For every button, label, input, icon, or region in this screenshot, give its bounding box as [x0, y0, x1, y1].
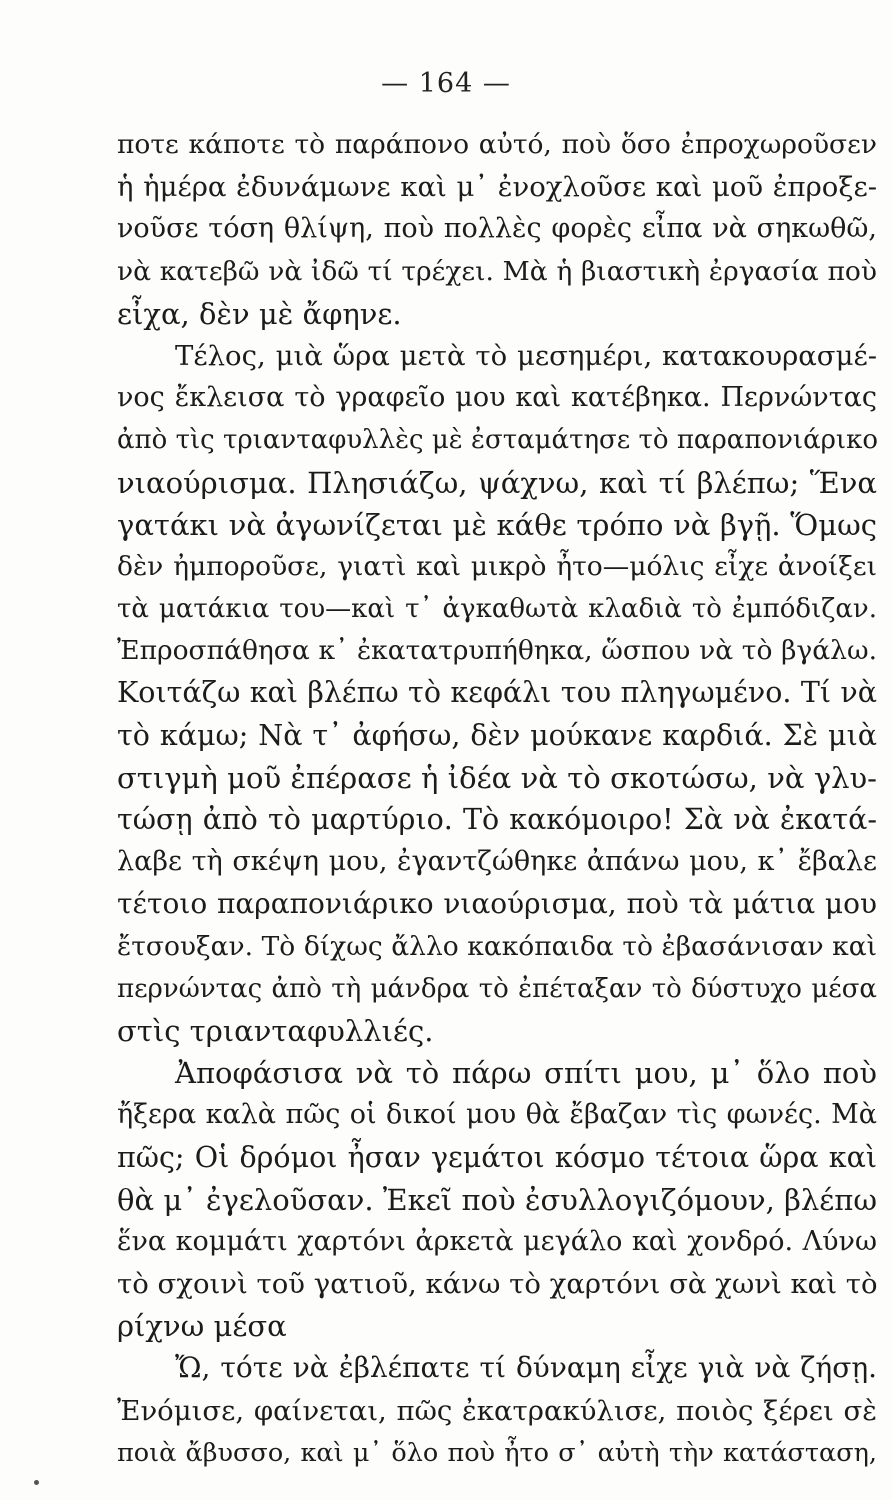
text-line: τώσῃ ἀπὸ τὸ μαρτύριο. Τὸ κακόμοιρο! Σὰ νὰ ἐκατά-	[117, 803, 877, 836]
text-line: τὰ ματάκια του—καὶ τ᾿ ἀγκαθωτὰ κλαδιὰ τὸ ἐμπόδιζαν.	[117, 594, 877, 625]
text-line: ποτε κάποτε τὸ παράπονο αὐτό, ποὺ ὅσο ἐπροχωροῦσεν	[117, 129, 877, 160]
text-line: στὶς τριανταφυλλιές.	[117, 1013, 434, 1048]
text-line: λαβε τὴ σκέψη μου, ἐγαντζώθηκε ἀπάνω μου, κ᾿ ἔβαλε	[117, 846, 877, 878]
text-line: ρίχνω μέσα	[117, 1309, 287, 1344]
paragraph-start-line: Ἀποφάσισα νὰ τὸ πάρω σπίτι μου, μ᾿ ὅλο ποὺ	[175, 1056, 877, 1091]
text-line: τὸ σχοινὶ τοῦ γατιοῦ, κάνω τὸ χαρτόνι σὰ χωνὶ καὶ τὸ	[117, 1268, 878, 1301]
text-line: ἀπὸ τὶς τριανταφυλλὲς μὲ ἐσταμάτησε τὸ παραπονιάρικο	[117, 425, 879, 456]
text-line: ἡ ἡμέρα ἐδυνάμωνε καὶ μ᾿ ἐνοχλοῦσε καὶ μοῦ ἐπροξε-	[117, 171, 877, 204]
text-line: τὸ κάμω; Νὰ τ᾿ ἀφήσω, δὲν μούκανε καρδιά. Σὲ μιὰ	[117, 718, 877, 752]
text-line: νὰ κατεβῶ νὰ ἰδῶ τί τρέχει. Μὰ ἡ βιαστικὴ ἐργασία ποὺ	[117, 255, 877, 287]
text-line: τέτοιο παραπονιάρικο νιαούρισμα, ποὺ τὰ μάτια μου	[117, 887, 877, 921]
text-line: στιγμὴ μοῦ ἐπέρασε ἡ ἰδέα νὰ τὸ σκοτώσω, νὰ γλυ-	[117, 760, 877, 795]
text-line: ἔτσουξαν. Τὸ δίχως ἄλλο κακόπαιδα τὸ ἐβασάνισαν καὶ	[117, 930, 877, 962]
text-line: Κοιτάζω καὶ βλέπω τὸ κεφάλι του πληγωμένο. Τί νὰ	[117, 676, 877, 710]
ink-speck	[34, 1480, 39, 1485]
text-line: Ἐνόμισε, φαίνεται, πῶς ἐκατρακύλισε, ποιὸς ξέρει σὲ	[117, 1394, 877, 1427]
text-line: νοῦσε τόση θλίψη, ποὺ πολλὲς φορὲς εἶπα νὰ σηκωθῶ,	[117, 213, 877, 245]
text-line: θὰ μ᾿ ἐγελοῦσαν. Ἐκεῖ ποὺ ἐσυλλογιζόμουν, βλέπω	[117, 1182, 877, 1217]
text-line: νος ἔκλεισα τὸ γραφεῖο μου καὶ κατέβηκα. Περνώντας	[117, 382, 877, 414]
text-line: ἤξερα καλὰ πῶς οἱ δικοί μου θὰ ἔβαζαν τὶς φωνές. Μὰ	[117, 1099, 877, 1131]
paragraph-start-line: Τέλος, μιὰ ὥρα μετὰ τὸ μεσημέρι, κατακουρασμέ-	[175, 339, 877, 372]
paragraph-start-line: Ὤ, τότε νὰ ἐβλέπατε τί δύναμη εἶχε γιὰ νὰ ζήσῃ.	[175, 1351, 877, 1385]
body-text	[117, 124, 877, 1474]
text-line: δὲν ἠμποροῦσε, γιατὶ καὶ μικρὸ ἦτο—μόλις εἶχε ἀνοίξει	[117, 550, 877, 582]
text-line: περνώντας ἀπὸ τὴ μάνδρα τὸ ἐπέταξαν τὸ δύστυχο μέσα	[117, 973, 877, 1004]
text-line: πῶς; Οἱ δρόμοι ἦσαν γεμάτοι κόσμο τέτοια ὥρα καὶ	[117, 1140, 877, 1174]
text-line: Ἐπροσπάθησα κ᾿ ἐκατατρυπήθηκα, ὥσπου νὰ τὸ βγάλω.	[117, 635, 877, 667]
text-line: εἶχα, δὲν μὲ ἄφηνε.	[117, 296, 402, 331]
text-line: ποιὰ ἄβυσσο, καὶ μ᾿ ὅλο ποὺ ἦτο σ᾿ αὐτὴ τὴν κατάσταση,	[117, 1437, 877, 1468]
text-line: γατάκι νὰ ἀγωνίζεται μὲ κάθε τρόπο νὰ βγῇ. Ὅμως	[117, 507, 877, 542]
text-line: ἕνα κομμάτι χαρτόνι ἀρκετὰ μεγάλο καὶ χονδρό. Λύνω	[117, 1225, 877, 1257]
text-line: νιαούρισμα. Πλησιάζω, ψάχνω, καὶ τί βλέπω; Ἕνα	[117, 465, 877, 500]
page-number: — 164 —	[381, 68, 511, 99]
